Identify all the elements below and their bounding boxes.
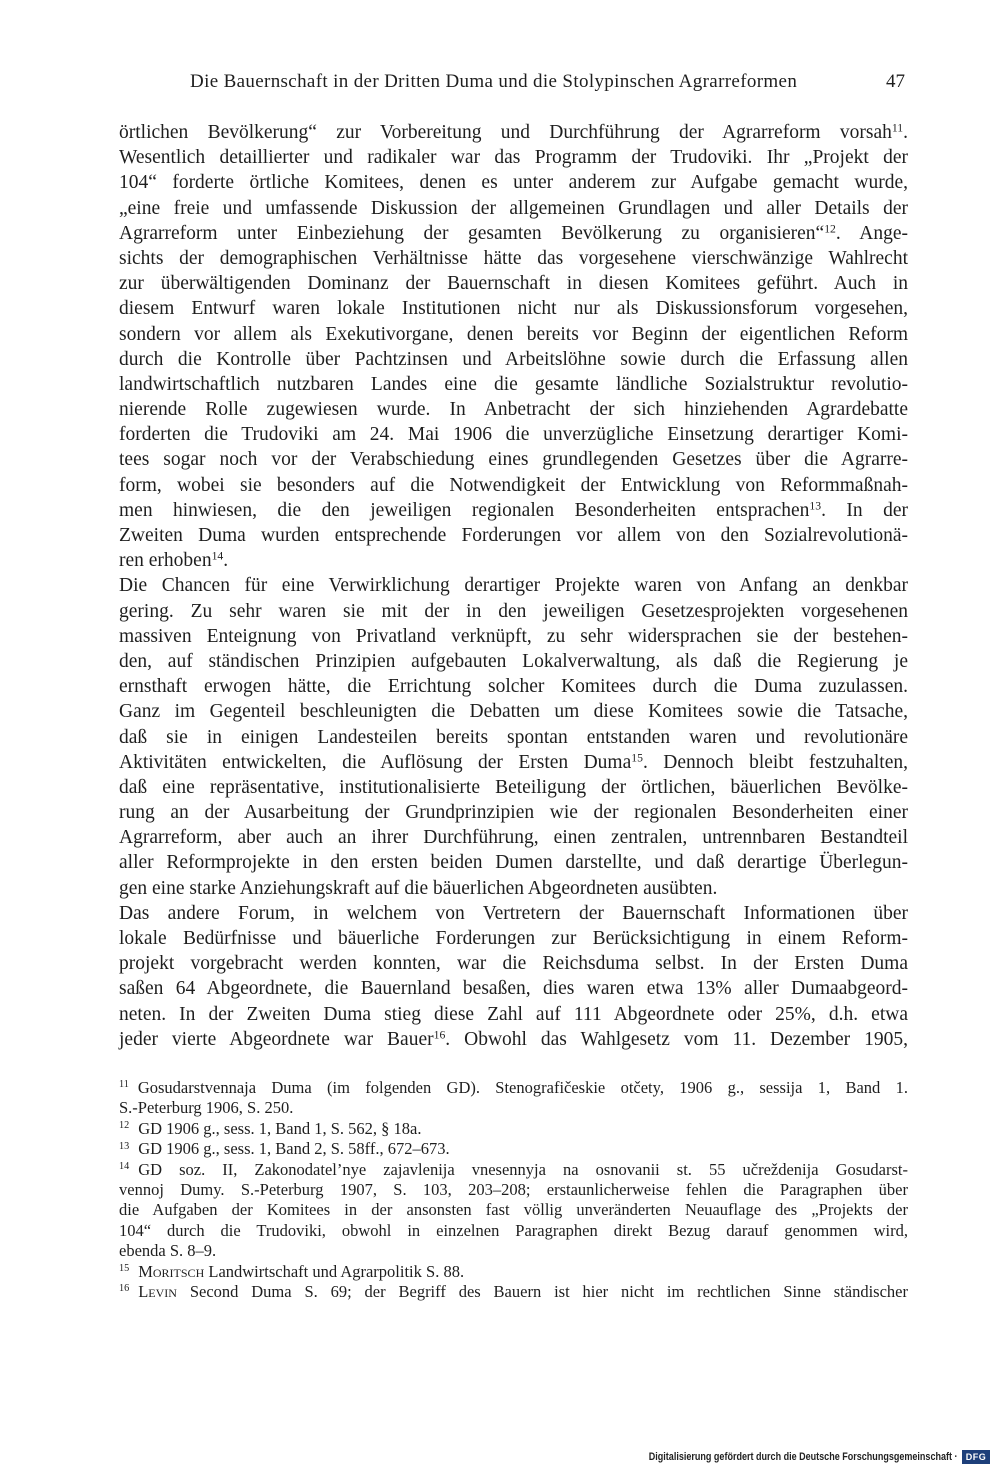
text-run: „eine freie und umfassende Diskussion der allgemeinen Grundlagen und aller Details der bbox=[119, 197, 908, 219]
text-line bbox=[119, 548, 908, 573]
text-line bbox=[119, 170, 908, 195]
text-run: zur überwältigenden Dominanz der Bauernschaft in diesen Komitees geführt. Auch in bbox=[119, 273, 908, 295]
paragraph bbox=[119, 120, 908, 573]
text-run: Die Chancen für eine Verwirklichung derartiger Projekte waren von Anfang an denkbar bbox=[119, 575, 908, 597]
text-run: Ganz im Gegenteil beschleunigten die Debatten um diese Komitees sowie die Tatsache, bbox=[119, 701, 908, 723]
text-line bbox=[119, 397, 908, 422]
author-name: Moritsch bbox=[138, 1261, 205, 1281]
text-run: sichts der demographischen Verhältnisse hätte das vorgesehene vierschwänzige Wahlrecht bbox=[119, 247, 908, 269]
footnote bbox=[119, 1139, 908, 1159]
footnote-line bbox=[119, 1139, 908, 1159]
text-run: . Dennoch bleibt festzuhalten, bbox=[642, 751, 908, 773]
footnotes bbox=[119, 1078, 908, 1302]
footnote-reference: 11 bbox=[891, 121, 904, 135]
text-line bbox=[119, 876, 908, 901]
footnote-reference: 12 bbox=[824, 222, 836, 236]
footnote-reference: 13 bbox=[809, 499, 822, 513]
text-run: rung an der Ausarbeitung der Grundprinzipien wie der regionalen Besonderheiten einer bbox=[119, 802, 908, 824]
text-run: jeder vierte Abgeordnete war Bauer bbox=[119, 1028, 434, 1050]
digitization-credit: Digitalisierung gefördert durch die Deutsche Forschungsgemeinschaft · bbox=[649, 1451, 958, 1463]
text-line bbox=[119, 901, 908, 926]
footnote-line bbox=[119, 1200, 908, 1220]
text-run: Das andere Forum, in welchem von Vertretern der Bauernschaft Informationen über bbox=[119, 902, 908, 924]
text-run: landwirtschaftlich nutzbaren Landes eine die gesamte ländliche Sozialstruktur revolutio- bbox=[119, 373, 908, 395]
text-run: Second Duma S. 69; der Begriff des Bauern ist hier nicht im rechtlichen Sinne ständischer bbox=[176, 1281, 908, 1301]
text-run: 104“ durch die Trudoviki, obwohl in einzelnen Paragraphen direkt Bezug darauf genommen wird, bbox=[119, 1220, 908, 1240]
text-line bbox=[119, 825, 908, 850]
footnote-number: 16 bbox=[119, 1283, 130, 1295]
footnote-line bbox=[119, 1160, 908, 1180]
text-run: form, wobei sie besonders auf die Notwendigkeit der Entwicklung von Reformmaßnah- bbox=[119, 474, 908, 496]
text-run: Agrarreform unter Einbeziehung der gesamten Bevölkerung zu organisieren“ bbox=[119, 222, 825, 244]
text-run: die Aufgaben der Komitees in der ansonsten fast völlig unveränderten Neuauflage des „Projekts der bbox=[119, 1200, 908, 1220]
text-line bbox=[119, 347, 908, 372]
text-run: Wesentlich detaillierter und radikaler war das Programm der Trudoviki. Ihr „Projekt der bbox=[119, 147, 908, 169]
footnote-line bbox=[119, 1098, 908, 1118]
text-line bbox=[119, 624, 908, 649]
footnote-number: 11 bbox=[119, 1079, 129, 1091]
footnote bbox=[119, 1282, 908, 1302]
text-line bbox=[119, 246, 908, 271]
text-run: S.-Peterburg 1906, S. 250. bbox=[119, 1098, 294, 1118]
text-run: Agrarreform, aber auch an ihrer Durchführung, einen zentralen, untrennbaren Bestandteil bbox=[119, 827, 908, 849]
text-line bbox=[119, 850, 908, 875]
text-line bbox=[119, 674, 908, 699]
footnote-reference: 16 bbox=[433, 1028, 446, 1042]
text-run: projekt vorgebracht werden konnten, war die Reichsduma selbst. In der Ersten Duma bbox=[119, 953, 908, 975]
text-line bbox=[119, 800, 908, 825]
text-line bbox=[119, 473, 908, 498]
text-line bbox=[119, 926, 908, 951]
text-line bbox=[119, 422, 908, 447]
text-line bbox=[119, 599, 908, 624]
text-run: Aktivitäten entwickelten, die Auflösung der Ersten Duma bbox=[119, 751, 632, 773]
text-run: . bbox=[223, 550, 229, 572]
text-line bbox=[119, 976, 908, 1001]
footnote-number: 12 bbox=[119, 1120, 130, 1132]
text-run: gering. Zu sehr waren sie mit der in den jeweiligen Gesetzesprojekten vorgesehenen bbox=[119, 600, 908, 622]
footnote-line bbox=[119, 1180, 908, 1200]
text-run: nierende Rolle zugewiesen wurde. In Anbetracht der sich hinziehenden Agrardebatte bbox=[119, 399, 908, 421]
text-run: . In der bbox=[821, 499, 908, 521]
footnote-line bbox=[119, 1078, 908, 1098]
text-run: GD 1906 g., sess. 1, Band 2, S. 58ff., 672–673. bbox=[138, 1139, 450, 1159]
text-run: GD soz. II, Zakonodatel’nye zajavlenija vnesennyja na osnovanii st. 55 učreždenija Gosudarst- bbox=[138, 1159, 908, 1179]
text-run: tees sogar noch vor der Verabschiedung eines grundlegenden Gesetzes über die Agrarre- bbox=[119, 449, 908, 471]
text-run: men hinwiesen, die den jeweiligen regionalen Besonderheiten entsprachen bbox=[119, 499, 810, 521]
text-line bbox=[119, 649, 908, 674]
footnote-reference: 14 bbox=[211, 549, 224, 563]
text-line bbox=[119, 372, 908, 397]
text-run: saßen 64 Abgeordnete, die Bauernland besaßen, dies waren etwa 13% aller Dumaabgeord- bbox=[119, 978, 908, 1000]
footnote-number: 15 bbox=[119, 1262, 130, 1274]
footnote bbox=[119, 1262, 908, 1282]
text-run: durch die Kontrolle über Pachtzinsen und Arbeitslöhne sowie durch die Erfassung allen bbox=[119, 348, 908, 370]
text-line bbox=[119, 221, 908, 246]
author-name: Levin bbox=[138, 1281, 177, 1301]
text-line bbox=[119, 447, 908, 472]
text-run: den, auf ständischen Prinzipien aufgebauten Lokalverwaltung, als daß die Regierung je bbox=[119, 650, 908, 672]
text-line bbox=[119, 498, 908, 523]
footnote-line bbox=[119, 1241, 908, 1261]
text-line bbox=[119, 750, 908, 775]
text-run: Landwirtschaft und Agrarpolitik S. 88. bbox=[204, 1261, 465, 1281]
text-line bbox=[119, 699, 908, 724]
footnote-reference: 15 bbox=[631, 751, 643, 765]
text-line bbox=[119, 523, 908, 548]
text-line bbox=[119, 120, 908, 145]
text-line bbox=[119, 196, 908, 221]
text-run: . Obwohl das Wahlgesetz vom 11. Dezember 1905, bbox=[445, 1028, 908, 1050]
text-run: 104“ forderte örtliche Komitees, denen es unter anderem zur Aufgabe gemacht wurde, bbox=[119, 172, 908, 194]
footnote-line bbox=[119, 1119, 908, 1139]
text-run: forderten die Trudoviki am 24. Mai 1906 die unverzügliche Einsetzung derartiger Komi- bbox=[119, 424, 908, 446]
text-run: ren erhoben bbox=[119, 550, 212, 572]
text-run: massiven Enteignung von Privatland verknüpft, zu sehr widersprachen sie der bestehen- bbox=[119, 625, 908, 647]
text-run: gen eine starke Anziehungskraft auf die bäuerlichen Abgeordneten ausübten. bbox=[119, 877, 718, 899]
text-line bbox=[119, 271, 908, 296]
text-run: sondern vor allem als Exekutivorgane, denen bereits vor Beginn der eigentlichen Reform bbox=[119, 323, 908, 345]
paragraph bbox=[119, 901, 908, 1052]
text-run: lokale Bedürfnisse und bäuerliche Forderungen zur Berücksichtigung in einem Reform- bbox=[119, 928, 908, 949]
text-run: . bbox=[903, 122, 908, 143]
body-text bbox=[119, 120, 908, 1052]
footnote-line bbox=[119, 1262, 908, 1282]
text-line bbox=[119, 145, 908, 170]
text-run: ebenda S. 8–9. bbox=[119, 1241, 217, 1261]
text-line bbox=[119, 725, 908, 750]
page-number: 47 bbox=[886, 71, 905, 92]
footnote-number: 13 bbox=[119, 1140, 130, 1152]
footnote-line bbox=[119, 1282, 908, 1302]
text-run: ernsthaft erwogen hätte, die Errichtung solcher Komitees durch die Duma zuzulassen. bbox=[119, 676, 908, 698]
text-run: Gosudarstvennaja Duma (im folgenden GD). Stenografičeskie otčety, 1906 g., sessija 1, Band 1. bbox=[137, 1078, 908, 1097]
text-run: GD 1906 g., sess. 1, Band 1, S. 562, § 18a. bbox=[138, 1118, 422, 1138]
dfg-logo: DFG bbox=[962, 1450, 990, 1464]
text-line bbox=[119, 322, 908, 347]
text-line bbox=[119, 573, 908, 598]
text-run: diesem Entwurf waren lokale Institutionen nicht nur als Diskussionsforum vorgesehen, bbox=[119, 298, 908, 320]
running-title: Die Bauernschaft in der Dritten Duma und die Stolypinschen Agrarreformen bbox=[190, 71, 798, 92]
text-run: daß sie in einigen Landesteilen bereits spontan entstanden waren und revolutionäre bbox=[119, 726, 908, 748]
text-line bbox=[119, 775, 908, 800]
text-line bbox=[119, 296, 908, 321]
running-head bbox=[119, 70, 908, 94]
text-run: . Ange- bbox=[835, 222, 908, 244]
text-run: vennoj Dumy. S.-Peterburg 1907, S. 103, 203–208; erstaunlicherweise fehlen die Paragraphen über bbox=[119, 1179, 908, 1199]
text-line bbox=[119, 1027, 908, 1052]
text-run: Zweiten Duma wurden entsprechende Forderungen vor allem von den Sozialrevolutionä- bbox=[119, 525, 908, 546]
footnote bbox=[119, 1119, 908, 1139]
footnote bbox=[119, 1078, 908, 1119]
text-run: örtlichen Bevölkerung“ zur Vorbereitung und Durchführung der Agrarreform vorsah bbox=[119, 122, 892, 143]
footnote bbox=[119, 1160, 908, 1262]
text-line bbox=[119, 951, 908, 976]
footnote-number: 14 bbox=[119, 1160, 130, 1172]
text-run: daß eine repräsentative, institutionalisierte Beteiligung der örtlichen, bäuerlichen Bevölke- bbox=[119, 776, 908, 798]
text-line bbox=[119, 1002, 908, 1027]
paragraph bbox=[119, 573, 908, 900]
text-run: neten. In der Zweiten Duma stieg diese Zahl auf 111 Abgeordnete oder 25%, d.h. etwa bbox=[119, 1003, 908, 1025]
text-run: aller Reformprojekte in den ersten beiden Dumen darstellte, und daß derartige Überlegun- bbox=[119, 852, 908, 874]
footnote-line bbox=[119, 1221, 908, 1241]
